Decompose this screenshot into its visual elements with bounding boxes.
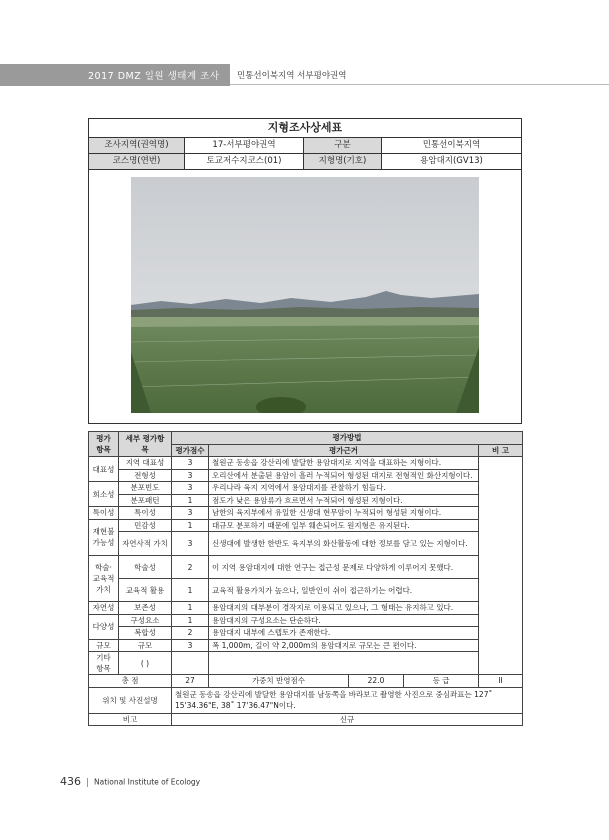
weighted-score: 22.0: [349, 675, 404, 688]
basis: 철원군 동송읍 강산리에 발달한 용암대지로 지역을 대표하는 지형이다.: [209, 457, 479, 470]
score: 3: [172, 482, 209, 495]
score: 3: [172, 507, 209, 520]
score: [172, 652, 209, 675]
sub-item: 지역 대표성: [119, 457, 172, 470]
sub-item: 교육적 활용: [119, 579, 172, 602]
score: 2: [172, 627, 209, 640]
basis: 용암대지 내부에 스텝토가 존재한다.: [209, 627, 479, 640]
grade-value: II: [479, 675, 523, 688]
sub-item: ( ): [119, 652, 172, 675]
header-sub-item: 세부 평가항목: [119, 432, 172, 457]
location-label: 위치 및 사진설명: [89, 687, 172, 713]
card-title: 지형조사상세표: [89, 119, 521, 138]
page-number: 436: [60, 775, 81, 788]
value-survey-area: 17-서부평야권역: [185, 138, 304, 153]
evaluation-table: [88, 431, 522, 726]
info-row-2: [89, 154, 521, 170]
sub-item: 규모: [119, 639, 172, 652]
label-category: 구분: [304, 138, 382, 153]
sub-item: 구성요소: [119, 614, 172, 627]
label-landform: 지형명(기호): [304, 154, 382, 169]
total-label: 총 점: [89, 675, 172, 688]
basis: 폭 1,000m, 길이 약 2,000m의 용암대지로 규모는 큰 편이다.: [209, 639, 479, 652]
group-rarity: 희소성: [89, 482, 119, 507]
score: 1: [172, 494, 209, 507]
score: 2: [172, 556, 209, 579]
group-scale: 규모: [89, 639, 119, 652]
basis: 교육적 활용가치가 높으나, 일반인이 쉬이 접근하기는 어렵다.: [209, 579, 479, 602]
org-name: National Institute of Ecology: [94, 777, 201, 787]
header-tab: [0, 64, 230, 86]
score: 1: [172, 579, 209, 602]
basis: 우리나라 육지 지역에서 용암대지를 관찰하기 힘들다.: [209, 482, 479, 495]
group-academic-value: 학술·교육적 가치: [89, 556, 119, 602]
landscape-photo-svg: [131, 177, 479, 413]
region-title: 민통선이북지역 서부평야권역: [237, 71, 347, 81]
weighted-label: 가중치 반영점수: [209, 675, 349, 688]
group-representativeness: 대표성: [89, 457, 119, 482]
running-header: [0, 64, 609, 86]
group-other: 기타 항목: [89, 652, 119, 675]
header-method: 평가방법: [172, 432, 523, 445]
score: 3: [172, 639, 209, 652]
group-naturalness: 자연성: [89, 602, 119, 615]
sub-item: 전형성: [119, 469, 172, 482]
score: 3: [172, 457, 209, 470]
score: 1: [172, 614, 209, 627]
header-basis: 평가근거: [209, 444, 479, 457]
sub-item: 보존성: [119, 602, 172, 615]
header-score: 평가점수: [172, 444, 209, 457]
grade-label: 등 급: [404, 675, 479, 688]
footer-divider: [87, 778, 88, 787]
remark-value: 신규: [172, 713, 523, 726]
group-uniqueness: 특이성: [89, 507, 119, 520]
group-irreproducibility: 재현불가능성: [89, 519, 119, 556]
page-footer: [60, 775, 200, 788]
basis: 신생대에 발생한 한반도 육지부의 화산활동에 대한 정보를 담고 있는 지형이다.: [209, 532, 479, 556]
location-text: 철원군 동송읍 강산리에 발달한 용암대지를 남동쪽을 바라보고 촬영한 사진으로 중심좌표는 127˚ 15'34.36"E, 38˚ 17'36.47"N이다.: [172, 687, 523, 713]
value-course: 토교저수지코스(01): [185, 154, 304, 169]
group-diversity: 다양성: [89, 614, 119, 639]
label-course: 코스명(연번): [89, 154, 185, 169]
score: 3: [172, 469, 209, 482]
remark-label: 비고: [89, 713, 172, 726]
sub-item: 복합성: [119, 627, 172, 640]
label-survey-area: 조사지역(권역명): [89, 138, 185, 153]
basis: 용암대지의 구성요소는 단순하다.: [209, 614, 479, 627]
sub-item: 학술성: [119, 556, 172, 579]
basis: 남한의 육지부에서 유일한 신생대 현무암이 누적되어 형성된 지형이다.: [209, 507, 479, 520]
score: 1: [172, 519, 209, 532]
info-row-1: [89, 138, 521, 154]
score: 3: [172, 532, 209, 556]
basis: 대규모 분포하기 때문에 일부 훼손되어도 원지형은 유지된다.: [209, 519, 479, 532]
basis: 이 지역 용암대지에 대한 연구는 접근성 문제로 다양하게 이루어지 못했다.: [209, 556, 479, 579]
header-note: 비 고: [479, 444, 523, 457]
score: 1: [172, 602, 209, 615]
header-item: 평가 항목: [89, 432, 119, 457]
value-landform: 용암대지(GV13): [420, 156, 483, 166]
basis: 용암대지의 대부분이 경작지로 이용되고 있으나, 그 형태는 유지하고 있다.: [209, 602, 479, 615]
basis: [209, 652, 479, 675]
sub-item: 특이성: [119, 507, 172, 520]
header-rule: [230, 84, 609, 85]
sub-item: 자연사적 가치: [119, 532, 172, 556]
total-score: 27: [172, 675, 209, 688]
sub-item: 민감성: [119, 519, 172, 532]
landform-detail-card: [88, 118, 522, 424]
sub-item: 분포빈도: [119, 482, 172, 495]
basis: 점도가 낮은 용암류가 흐르면서 누적되어 형성된 지형이다.: [209, 494, 479, 507]
sub-item: 분포패턴: [119, 494, 172, 507]
basis: 오리산에서 분출된 용암이 흘러 누적되어 형성된 대지로 전형적인 화산지형이다.: [209, 469, 479, 482]
value-category: 민통선이북지역: [422, 140, 481, 150]
landscape-photo: [131, 177, 479, 413]
note-cell: [479, 457, 523, 675]
series-title: 2017 DMZ 일원 생태계 조사: [88, 71, 220, 82]
